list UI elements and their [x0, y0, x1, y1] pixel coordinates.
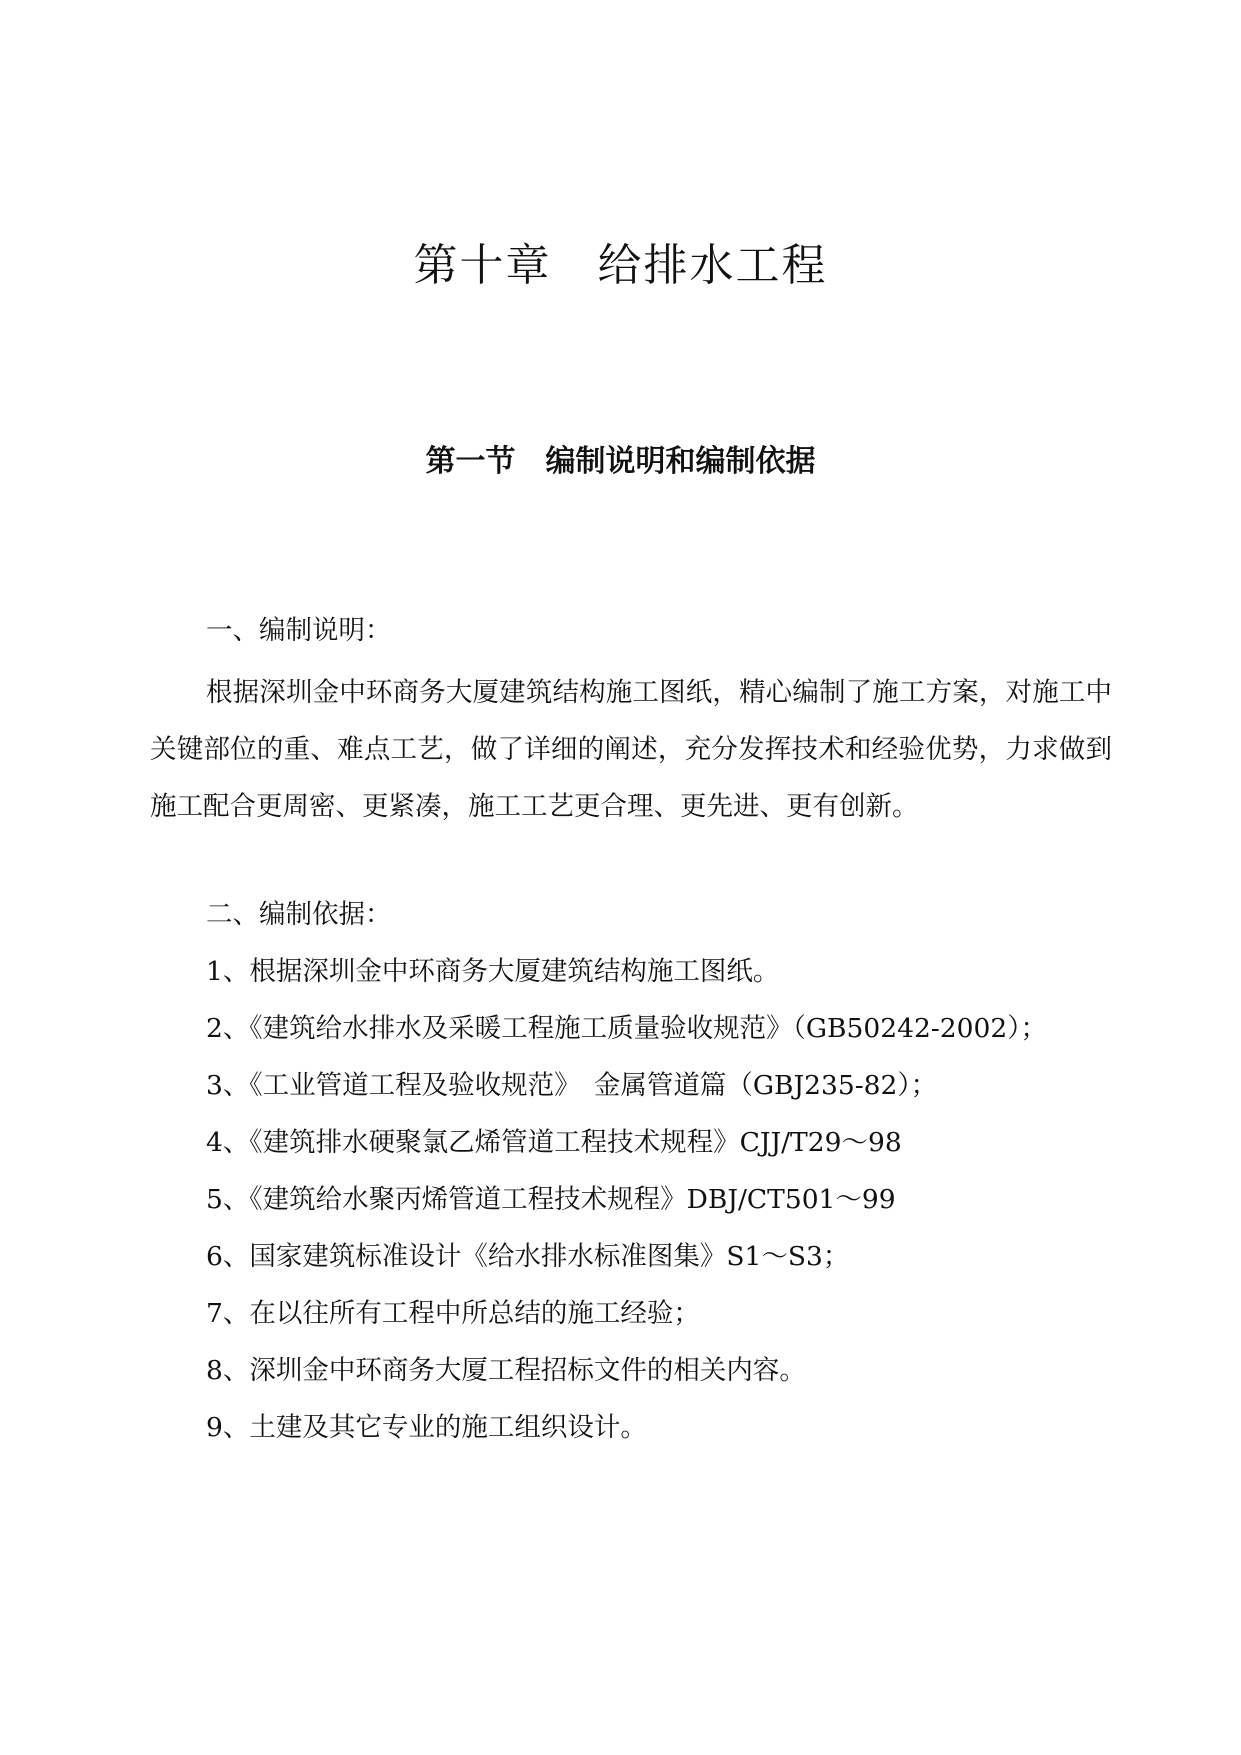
basis-item: 6、国家建筑标准设计《给水排水标准图集》S1～S3； [206, 1241, 850, 1272]
part2-heading: 二、编制依据： [206, 899, 392, 930]
part1-heading: 一、编制说明： [206, 615, 392, 646]
section-title: 第一节 编制说明和编制依据 [425, 444, 816, 479]
basis-item: 8、深圳金中环商务大厦工程招标文件的相关内容。 [206, 1355, 806, 1386]
basis-item: 4、《建筑排水硬聚氯乙烯管道工程技术规程》CJJ/T29～98 [206, 1127, 902, 1158]
chapter-title: 第十章 给排水工程 [413, 240, 828, 291]
basis-item: 1、根据深圳金中环商务大厦建筑结构施工图纸。 [206, 956, 780, 987]
basis-item: 7、在以往所有工程中所总结的施工经验； [206, 1298, 700, 1329]
basis-item: 5、《建筑给水聚丙烯管道工程技术规程》DBJ/CT501～99 [206, 1184, 896, 1215]
basis-item: 3、《工业管道工程及验收规范》 金属管道篇（GBJ235-82）； [206, 1070, 938, 1101]
part1-paragraph: 根据深圳金中环商务大厦建筑结构施工图纸，精心编制了施工方案，对施工中关键部位的重、难点工艺，做了详细的阐述，充分发挥技术和经验优势，力求做到施工配合更周密、更紧凑，施工工艺更合理、更先进、更有创新。 [150, 677, 1112, 822]
basis-item: 9、土建及其它专业的施工组织设计。 [206, 1412, 647, 1443]
basis-item: 2、《建筑给水排水及采暖工程施工质量验收规范》（GB50242-2002）； [206, 1013, 1047, 1044]
